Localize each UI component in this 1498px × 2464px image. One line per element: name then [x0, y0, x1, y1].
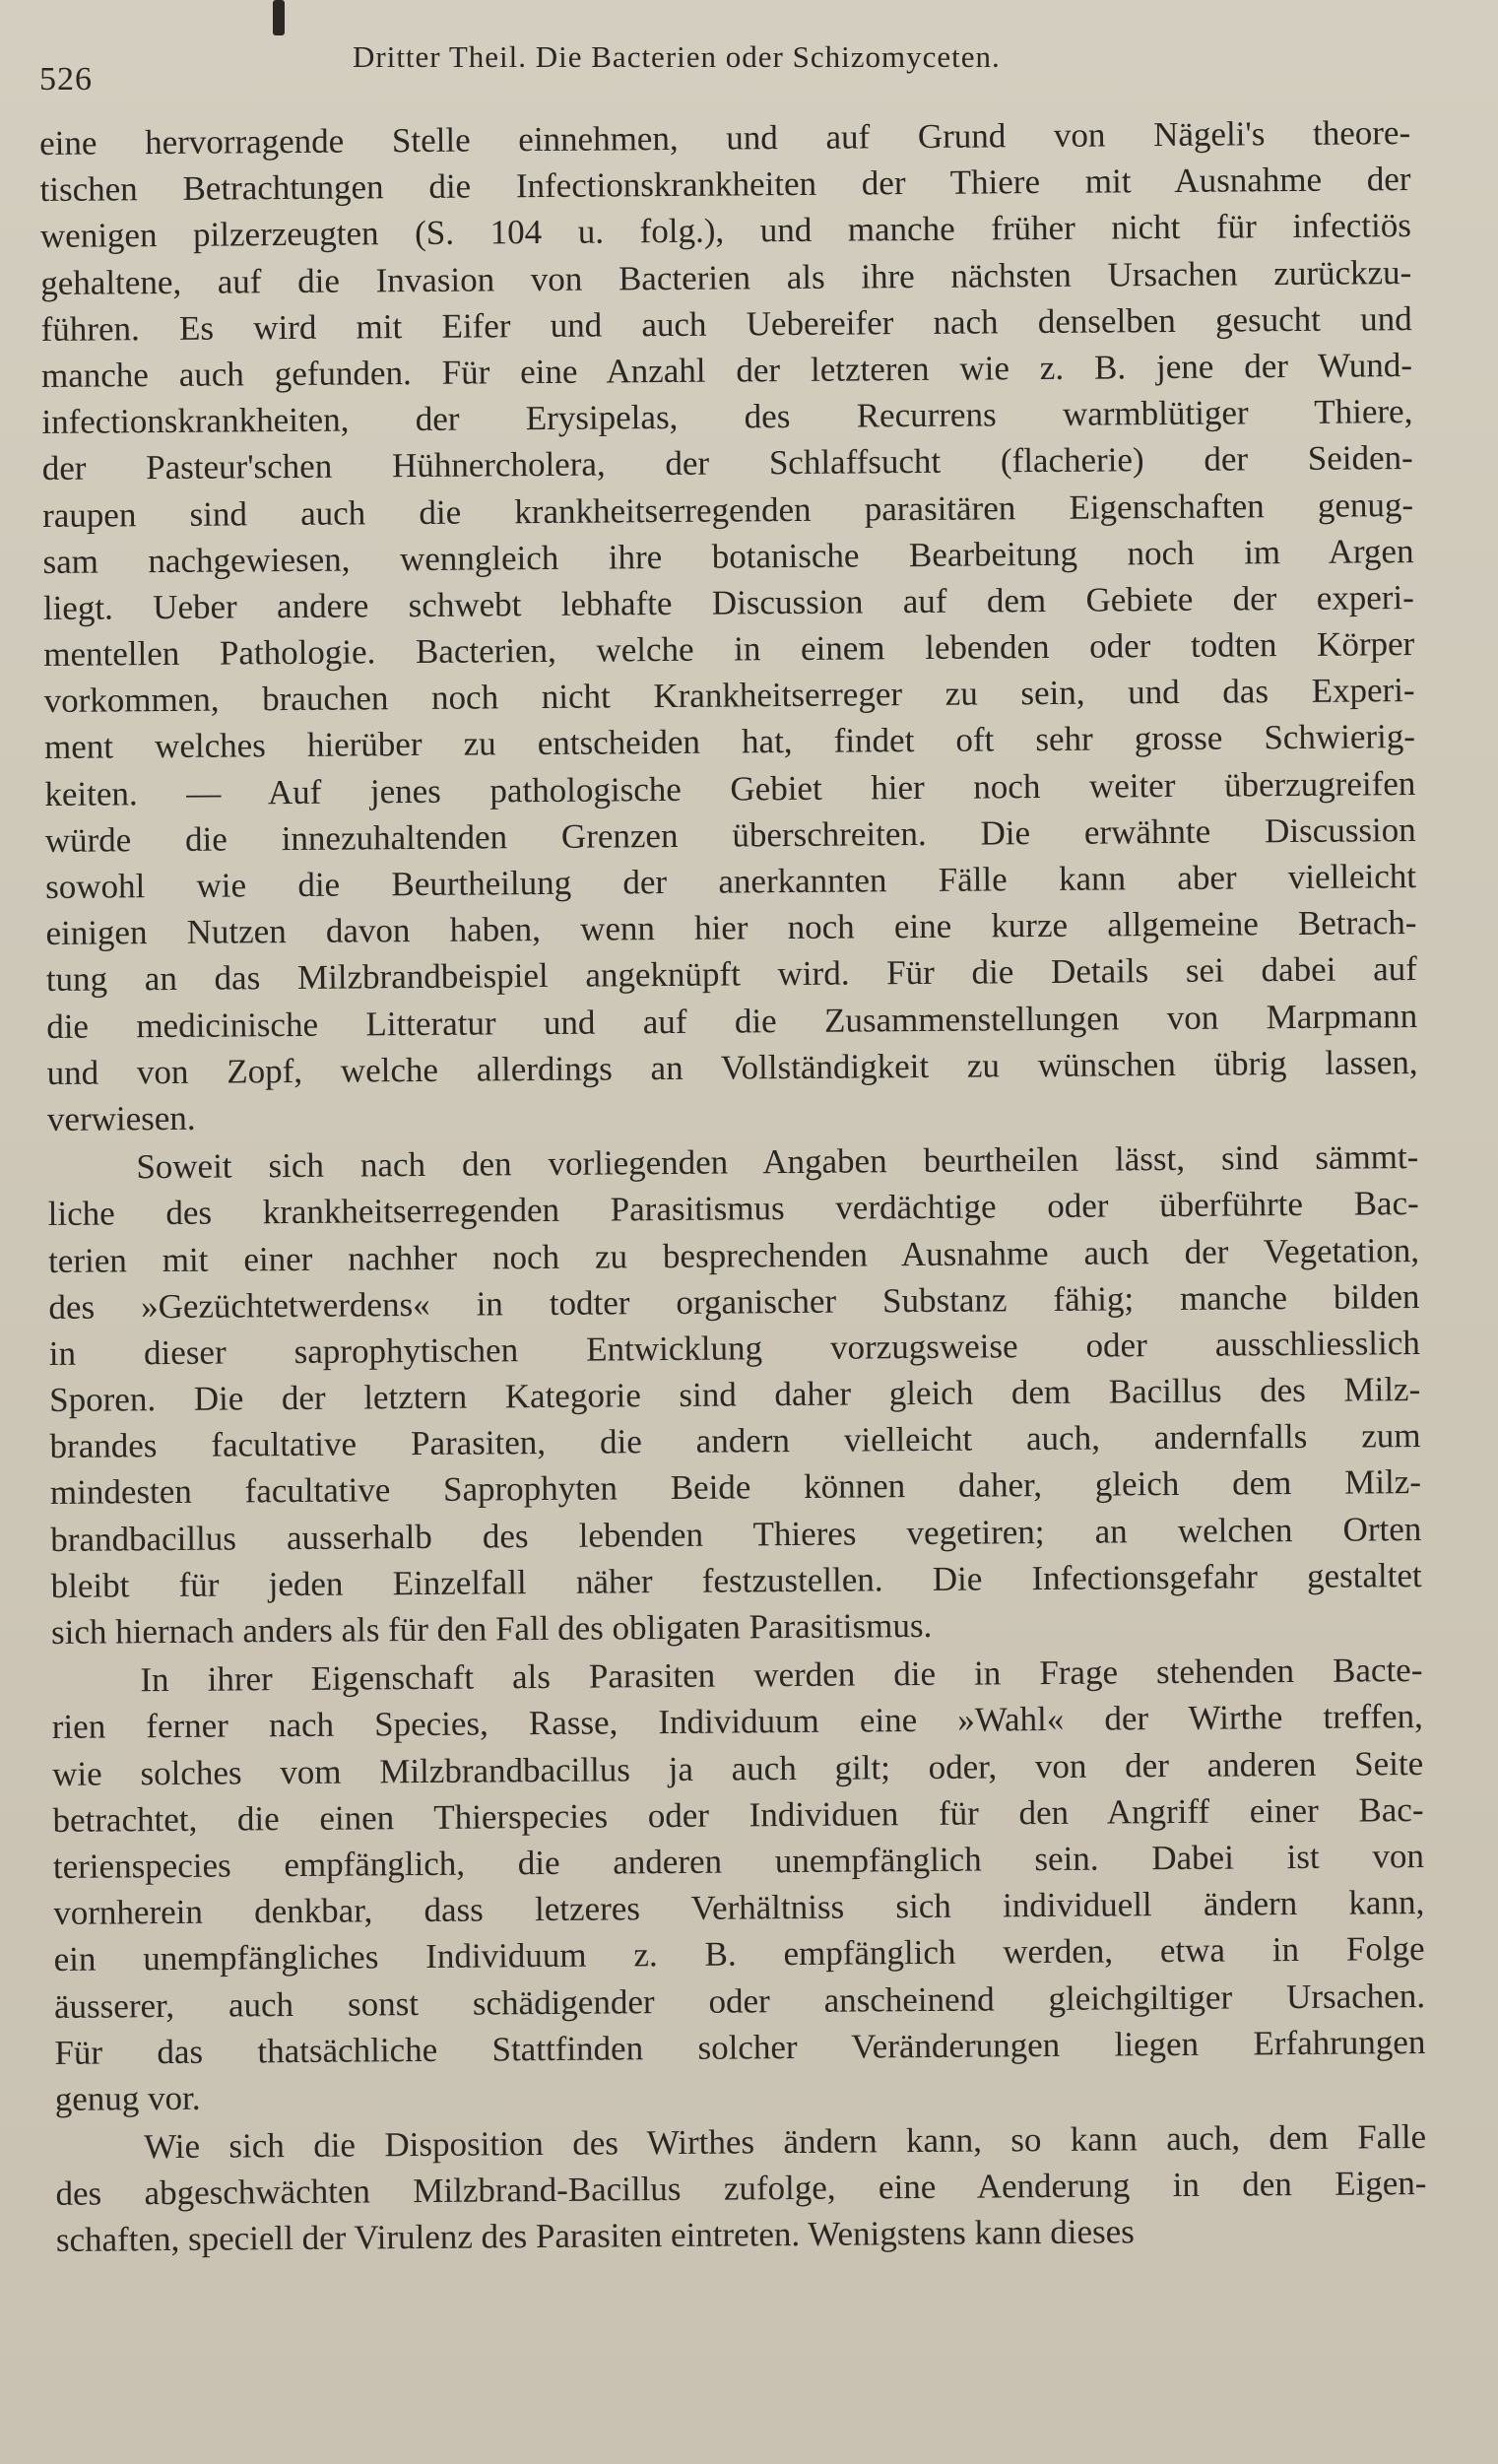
text-line: infectionskrankheiten, der Erysipelas, des Recurrens warmblütiger Thiere, [41, 392, 1413, 442]
body-text [39, 109, 1427, 2263]
text-line: ment welches hierüber zu entscheiden hat, findet oft sehr grosse Schwierig- [43, 717, 1416, 767]
text-line: keiten. — Auf jenes pathologische Gebiet hier noch weiter überzugreifen [44, 763, 1416, 813]
running-head: Dritter Theil. Die Bacterien oder Schizomyceten. [353, 39, 1001, 74]
text-line: des »Gezüchtetwerdens« in todter organischer Substanz fähig; manche bilden [48, 1276, 1420, 1327]
text-line: terien mit einer nachher noch zu besprechenden Ausnahme auch der Vegetation, [47, 1230, 1420, 1280]
text-line: ein unempfängliches Individuum z. B. empfänglich werden, etwa in Folge [53, 1929, 1425, 1979]
text-line: führen. Es wird mit Eifer und auch Uebereifer nach denselben gesucht und [40, 298, 1412, 349]
text-line: Sporen. Die der letztern Kategorie sind daher gleich dem Bacillus des Milz- [49, 1370, 1421, 1420]
text-line: und von Zopf, welche allerdings an Vollständigkeit zu wünschen übrig lassen, [46, 1042, 1418, 1092]
text-line: verwiesen. [46, 1098, 196, 1138]
text-line: äusserer, auch sonst schädigender oder anscheinend gleichgiltiger Ursachen. [53, 1976, 1426, 2026]
text-line: die medicinische Litteratur und auf die Zusammenstellungen von Marpmann [46, 996, 1418, 1046]
text-line: rien ferner nach Species, Rasse, Individuum eine »Wahl« der Wirthe treffen, [51, 1697, 1423, 1747]
text-line: wie solches vom Milzbrandbacillus ja auch gilt; oder, von der anderen Seite [52, 1743, 1424, 1793]
paragraph [55, 2113, 1427, 2263]
paragraph [51, 1647, 1426, 2122]
text-line: In ihrer Eigenschaft als Parasiten werden die in Frage stehenden Bacte- [140, 1651, 1423, 1700]
paragraph [39, 109, 1418, 1142]
text-line: sam nachgewiesen, wenngleich ihre botanische Bearbeitung noch im Argen [42, 531, 1414, 581]
text-line: mentellen Pathologie. Bacterien, welche in einem lebenden oder todten Körper [43, 624, 1415, 675]
text-line: mindesten facultative Saprophyten Beide können daher, gleich dem Milz- [49, 1462, 1422, 1513]
text-line: tischen Betrachtungen die Infectionskrankheiten der Thiere mit Ausnahme der [39, 160, 1411, 210]
text-line: einigen Nutzen davon haben, wenn hier noch eine kurze allgemeine Betrach- [45, 903, 1417, 953]
text-line: schaften, speciell der Virulenz des Parasiten eintreten. Wenigstens kann dieses [55, 2212, 1135, 2260]
text-line: gehaltene, auf die Invasion von Bacterien als ihre nächsten Ursachen zurückzu- [40, 252, 1412, 302]
text-line: brandbacillus ausserhalb des lebenden Thieres vegetiren; an welchen Orten [50, 1509, 1422, 1559]
text-line: genug vor. [54, 2078, 201, 2118]
text-line: eine hervorragende Stelle einnehmen, und auf Grund von Nägeli's theore- [39, 113, 1411, 162]
text-line: bleibt für jeden Einzelfall näher festzustellen. Die Infectionsgefahr gestaltet [50, 1555, 1422, 1605]
text-line: sowohl wie die Beurtheilung der anerkannten Fälle kann aber vielleicht [44, 857, 1417, 906]
text-line: sich hiernach anders als für den Fall des obligaten Parasitismus. [50, 1605, 933, 1652]
text-line: der Pasteur'schen Hühnercholera, der Schlaffsucht (flacherie) der Seiden- [41, 438, 1413, 488]
text-line: liegt. Ueber andere schwebt lebhafte Discussion auf dem Gebiete der experi- [42, 577, 1415, 627]
text-line: des abgeschwächten Milzbrand-Bacillus zufolge, eine Aenderung in den Eigen- [55, 2164, 1427, 2214]
text-line: vorkommen, brauchen noch nicht Krankheitserreger zu sein, und das Experi- [43, 671, 1415, 721]
text-line: tung an das Milzbrandbeispiel angeknüpft wird. Für die Details sei dabei auf [45, 949, 1417, 1000]
text-line: Soweit sich nach den vorliegenden Angaben beurtheilen lässt, sind sämmt- [136, 1137, 1419, 1187]
text-line: terienspecies empfänglich, die anderen unempfänglich sein. Dabei ist von [52, 1836, 1425, 1886]
text-line: Wie sich die Disposition des Wirthes ändern kann, so kann auch, dem Falle [144, 2117, 1427, 2167]
page-header [39, 39, 1459, 98]
text-line: raupen sind auch die krankheitserregenden parasitären Eigenschaften genug- [41, 485, 1414, 535]
text-line: vornherein denkbar, dass letzeres Verhältniss sich individuell ändern kann, [53, 1883, 1425, 1933]
ink-mark [273, 0, 285, 35]
text-line: brandes facultative Parasiten, die andern vielleicht auch, andernfalls zum [49, 1416, 1421, 1466]
text-line: in dieser saprophytischen Entwicklung vorzugsweise oder ausschliesslich [48, 1323, 1420, 1373]
text-line: wenigen pilzerzeugten (S. 104 u. folg.), und manche früher nicht für infectiös [39, 206, 1412, 256]
page-number: 526 [39, 61, 93, 97]
text-line: manche auch gefunden. Für eine Anzahl der letzteren wie z. B. jene der Wund- [40, 345, 1413, 395]
text-line: Für das thatsächliche Stattfinden solcher Veränderungen liegen Erfahrungen [54, 2022, 1426, 2072]
text-line: liche des krankheitserregenden Parasitismus verdächtige oder überführte Bac- [47, 1184, 1419, 1234]
text-line: würde die innezuhaltenden Grenzen überschreiten. Die erwähnte Discussion [44, 810, 1416, 860]
text-line: betrachtet, die einen Thierspecies oder Individuen für den Angriff einer Bac- [52, 1789, 1424, 1840]
paragraph [47, 1134, 1422, 1655]
